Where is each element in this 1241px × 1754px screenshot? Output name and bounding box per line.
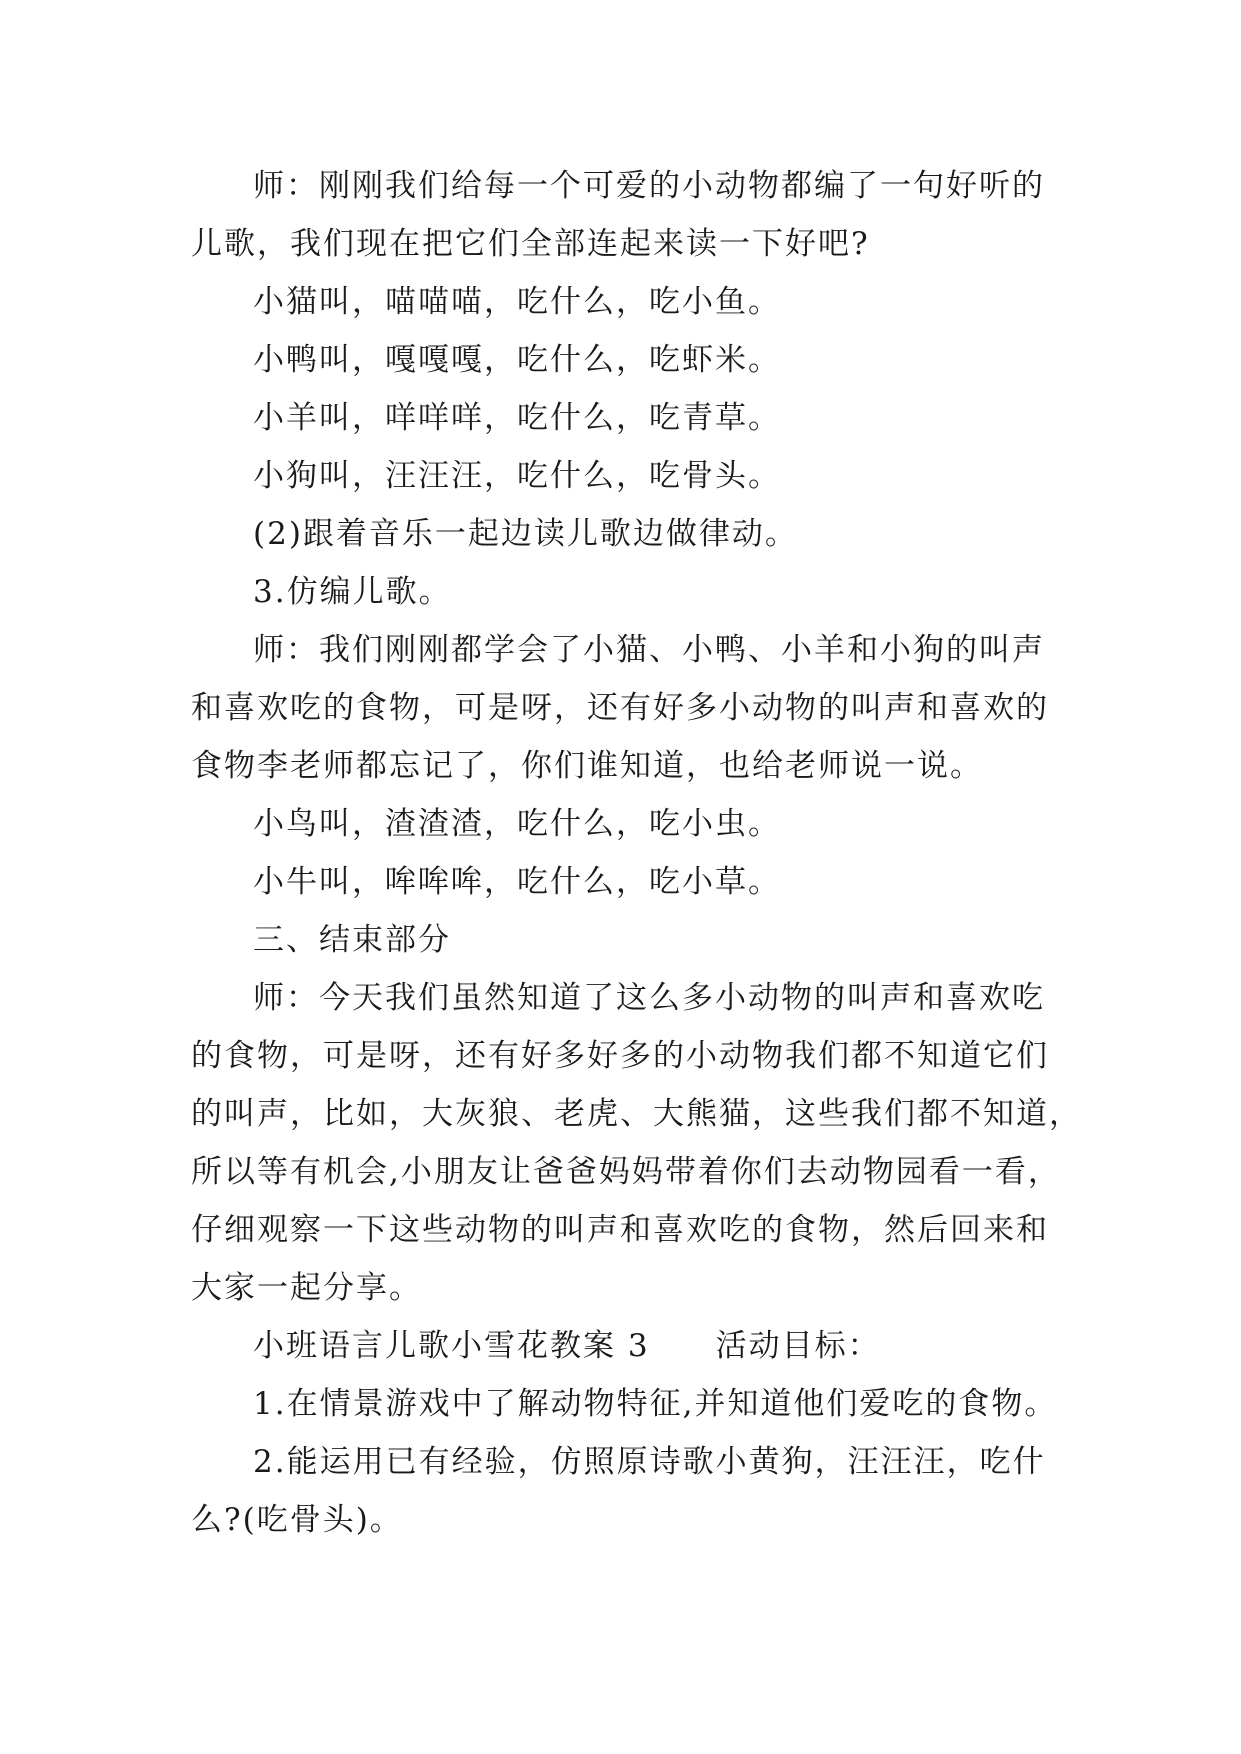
paragraph-line: 师：刚刚我们给每一个可爱的小动物都编了一句好听的: [253, 168, 1045, 204]
section-heading: 三、结束部分: [253, 922, 451, 958]
song-line: 小狗叫，汪汪汪，吃什么，吃骨头。: [253, 458, 781, 494]
song-line: 小鸟叫，渣渣渣，吃什么，吃小虫。: [253, 806, 781, 842]
step-line: (2)跟着音乐一起边读儿歌边做律动。: [253, 516, 798, 552]
paragraph-line: 师：我们刚刚都学会了小猫、小鸭、小羊和小狗的叫声: [253, 632, 1045, 668]
paragraph-line: 和喜欢吃的食物，可是呀，还有好多小动物的叫声和喜欢的: [191, 690, 1049, 726]
paragraph-line: 的叫声，比如，大灰狼、老虎、大熊猫，这些我们都不知道，: [191, 1096, 1082, 1132]
song-line: 小牛叫，哞哞哞，吃什么，吃小草。: [253, 864, 781, 900]
song-line: 小鸭叫，嘎嘎嘎，吃什么，吃虾米。: [253, 342, 781, 378]
paragraph-line: 的食物，可是呀，还有好多好多的小动物我们都不知道它们: [191, 1038, 1049, 1074]
song-line: 小猫叫，喵喵喵，吃什么，吃小鱼。: [253, 284, 781, 320]
paragraph-line: 儿歌，我们现在把它们全部连起来读一下好吧?: [191, 226, 870, 262]
objective-line: 么?(吃骨头)。: [191, 1502, 403, 1538]
song-line: 小羊叫，咩咩咩，吃什么，吃青草。: [253, 400, 781, 436]
paragraph-line: 大家一起分享。: [191, 1270, 422, 1306]
objective-line: 1.在情景游戏中了解动物特征,并知道他们爱吃的食物。: [253, 1386, 1058, 1422]
objective-line: 2.能运用已有经验，仿照原诗歌小黄狗，汪汪汪，吃什: [253, 1444, 1046, 1480]
step-heading: 3.仿编儿歌。: [253, 574, 452, 610]
paragraph-line: 师：今天我们虽然知道了这么多小动物的叫声和喜欢吃: [253, 980, 1045, 1016]
paragraph-line: 仔细观察一下这些动物的叫声和喜欢吃的食物，然后回来和: [191, 1212, 1049, 1248]
paragraph-line: 食物李老师都忘记了，你们谁知道，也给老师说一说。: [191, 748, 983, 784]
paragraph-line: 所以等有机会,小朋友让爸爸妈妈带着你们去动物园看一看，: [191, 1154, 1061, 1190]
lesson-title: 小班语言儿歌小雪花教案 3 活动目标：: [253, 1328, 881, 1364]
